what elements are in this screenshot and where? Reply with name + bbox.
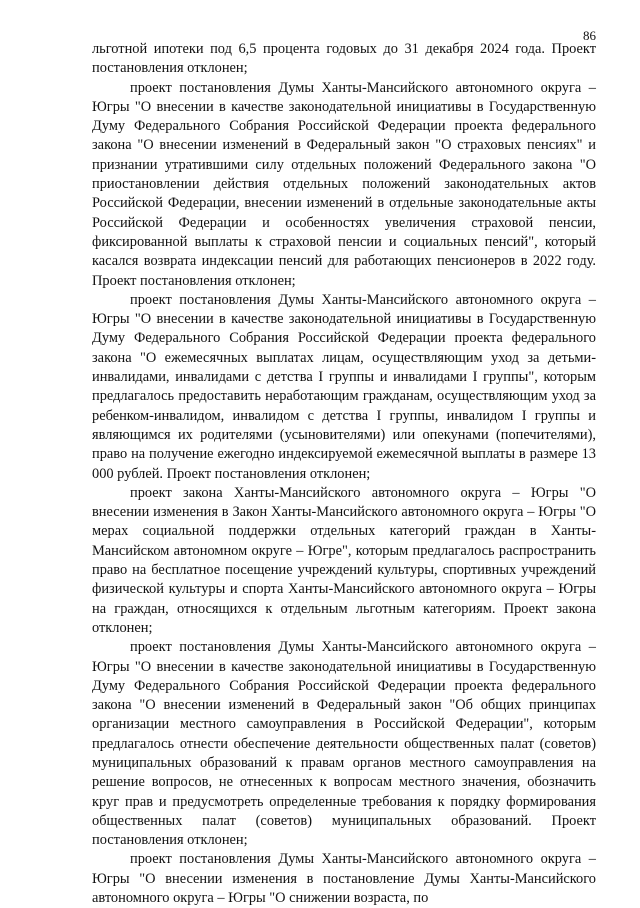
paragraph-pension-indexation: проект постановления Думы Ханты-Мансийского автономного округа – Югры "О внесении в качестве законодательной инициативы в Государственную Думу Федерального Собрания Российской Федерации проекта федерального закона "О внесении изменений в Федеральный закон "О страховых пенсиях" и признании утратившими силу отдельных положений Федерального закона "О приостановлении действия отдельных положений законодательных актов Российской Федерации, внесении изменений в отдельные законодательные акты Российской Федерации и особенностях увеличения страховой пенсии, фиксированной выплаты к страховой пенсии и социальных пенсий", который касался возврата индексации пенсий для работающих пенсионеров в 2022 году. Проект постановления отклонен;	[92, 79, 596, 289]
paragraph-mortgage-continuation: льготной ипотеки под 6,5 процента годовых до 31 декабря 2024 года. Проект постановления отклонен;	[92, 41, 596, 77]
paragraph-age-reduction: проект постановления Думы Ханты-Мансийского автономного округа – Югры "О внесении изменения в постановление Думы Ханты-Мансийского автономного округа – Югры "О снижении возраста, по	[92, 851, 596, 907]
paragraph-free-attendance: проект закона Ханты-Мансийского автономного округа – Югры "О внесении изменения в Закон Ханты-Мансийского автономного округа – Югры "О мерах социальной поддержки отдельных категорий граждан в Ханты-Мансийском автономном округе – Югре", которым предлагалось распространить право на бесплатное посещение учреждений культуры, спортивных учреждений физической культуры и спорта Ханты-Мансийского автономного округа – Югры на граждан, относящихся к отдельным льготным категориям. Проект закона отклонен;	[92, 484, 596, 636]
document-body	[92, 40, 596, 908]
paragraph-public-chambers: проект постановления Думы Ханты-Мансийского автономного округа – Югры "О внесении в качестве законодательной инициативы в Государственную Думу Федерального Собрания Российской Федерации проекта федерального закона "О внесении изменений в Федеральный закон "Об общих принципах организации местного самоуправления в Российской Федерации", которым предлагалось отнести обеспечение деятельности общественных палат (советов) муниципальных образований к правам органов местного самоуправления на решение вопросов, не отнесенных к вопросам местного значения, обозначить круг прав и предусмотреть определенные требования к порядку формирования общественных палат (советов) муниципальных образований. Проект постановления отклонен;	[92, 639, 596, 849]
page-number: 86	[583, 28, 596, 43]
paragraph-caregiver-payments: проект постановления Думы Ханты-Мансийского автономного округа – Югры "О внесении в качестве законодательной инициативы в Государственную Думу Федерального Собрания Российской Федерации проекта федерального закона "О ежемесячных выплатах лицам, осуществляющим уход за детьми-инвалидами, инвалидами с детства I группы и инвалидами I группы", которым предлагалось предоставить неработающим гражданам, осуществляющим уход за ребенком-инвалидом, инвалидом с детства I группы, инвалидом I группы и являющимся их родителями (усыновителями) или опекунами (попечителями), право на получение ежегодно индексируемой ежемесячной выплаты в размере 13 000 рублей. Проект постановления отклонен;	[92, 291, 596, 482]
